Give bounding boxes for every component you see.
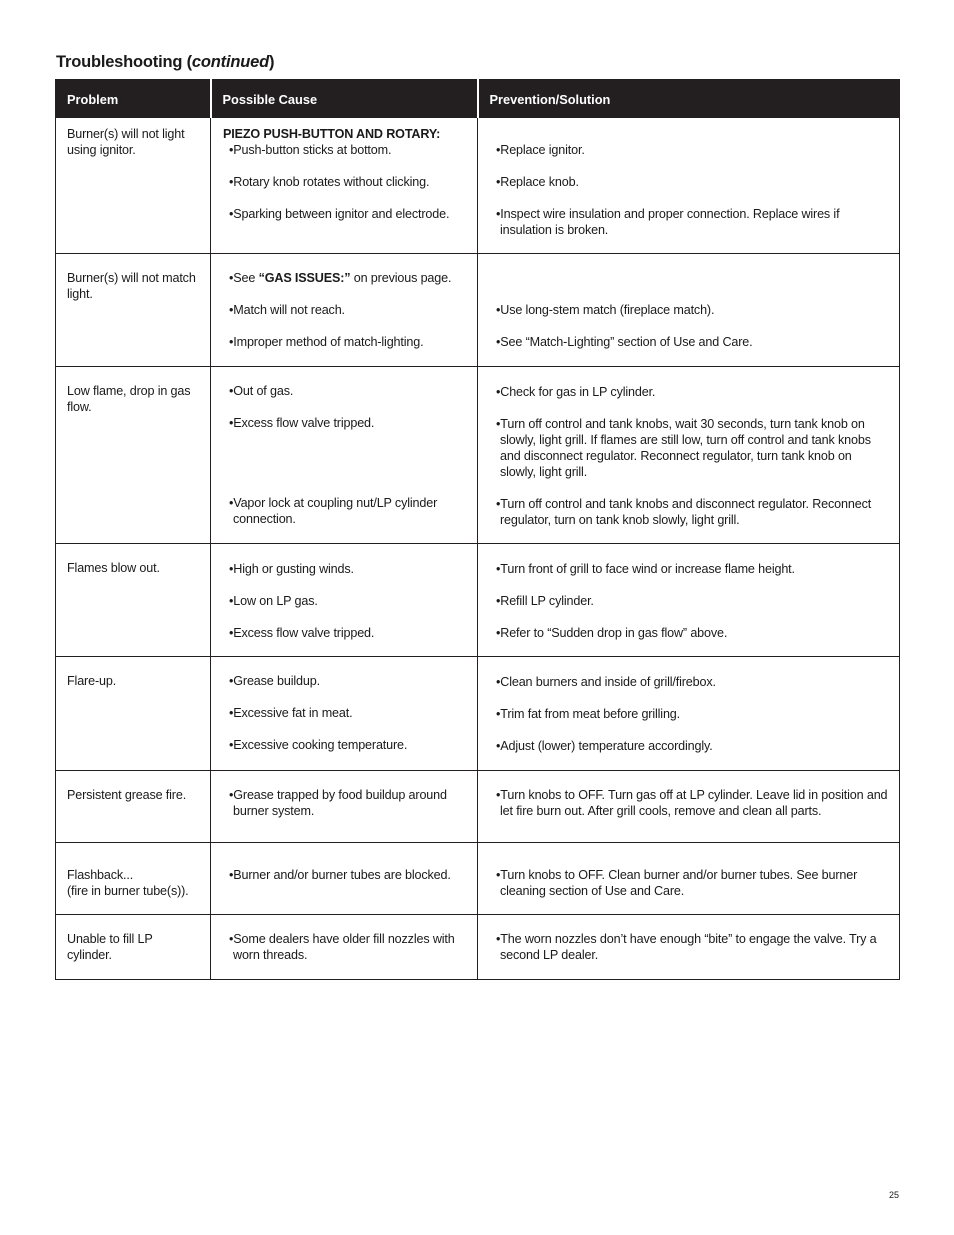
solution-cell [478,657,900,771]
solution-item: •Check for gas in LP cylinder. [496,385,656,399]
page-title [56,53,274,72]
cause-item: •Grease buildup. [229,674,320,688]
table-row [56,367,900,544]
solution-item: •Trim fat from meat before grilling. [496,707,681,721]
table-row [56,544,900,657]
cause-item-gas-issues [223,270,467,286]
cause-item: •Grease trapped by food buildup around burner system. [229,788,447,818]
problem-text: Flames blow out. [67,561,160,575]
problem-text: Burner(s) will not match light. [67,271,196,301]
cause-item: •Excess flow valve tripped. [229,416,375,430]
solution-cell [478,118,900,254]
problem-text-line2: (fire in burner tube(s)). [67,884,189,898]
cause-item: •Low on LP gas. [229,594,318,608]
solution-item: •Turn front of grill to face wind or increase flame height. [496,562,795,576]
cause-item: •Vapor lock at coupling nut/LP cylinder connection. [229,496,438,526]
solution-cell [478,843,900,915]
table-row [56,118,900,254]
solution-item: •Inspect wire insulation and proper connection. Replace wires if insulation is broken. [496,207,840,237]
solution-item: •Clean burners and inside of grill/firebox. [496,675,716,689]
title-italic: continued [191,53,269,71]
header-problem: Problem [56,79,211,118]
cause-suffix: on previous page. [350,271,452,285]
problem-text: Flare-up. [67,674,117,688]
solution-cell [478,254,900,367]
table-row [56,843,900,915]
title-suffix: ) [268,53,275,71]
cause-item: •Burner and/or burner tubes are blocked. [229,868,451,882]
problem-cell [56,915,211,980]
solution-cell [478,367,900,544]
solution-item: •Replace ignitor. [496,143,585,157]
solution-item: •Turn knobs to OFF. Clean burner and/or burner tubes. See burner cleaning section of Use and Care. [496,868,858,898]
problem-cell [56,367,211,544]
cause-item: •Rotary knob rotates without clicking. [229,175,430,189]
problem-cell [56,657,211,771]
cause-cell [211,367,478,544]
solution-item: •See “Match-Lighting” section of Use and Care. [496,335,753,349]
solution-item: •Refill LP cylinder. [496,594,594,608]
cause-cell [211,254,478,367]
problem-cell [56,118,211,254]
cause-bold-ref: “GAS ISSUES:” [258,271,351,285]
solution-item: •Adjust (lower) temperature accordingly. [496,739,713,753]
solution-item: •Refer to “Sudden drop in gas flow” above. [496,626,728,640]
solution-cell [478,771,900,843]
solution-item: •Turn knobs to OFF. Turn gas off at LP cylinder. Leave lid in position and let fire burn out. After grill cools, remove and clean all parts. [496,788,888,818]
cause-item: •Excessive cooking temperature. [229,738,408,752]
header-possible-cause: Possible Cause [211,79,478,118]
cause-cell [211,915,478,980]
solution-item: •Replace knob. [496,175,579,189]
cause-item: •Sparking between ignitor and electrode. [229,207,450,221]
problem-cell [56,254,211,367]
problem-cell [56,544,211,657]
header-prevention-solution: Prevention/Solution [478,79,900,118]
solution-item: •The worn nozzles don’t have enough “bite” to engage the valve. Try a second LP dealer. [496,932,877,962]
solution-item: •Use long-stem match (fireplace match). [496,303,715,317]
cause-item: •High or gusting winds. [229,562,354,576]
cause-item: •Match will not reach. [229,303,345,317]
problem-text: Low flame, drop in gas flow. [67,384,191,414]
cause-item: •Push-button sticks at bottom. [229,143,392,157]
page-number: 25 [889,1190,900,1200]
solution-item: •Turn off control and tank knobs and disconnect regulator. Reconnect regulator, turn on tank knob slowly, light grill. [496,497,872,527]
cause-heading: PIEZO PUSH-BUTTON AND ROTARY: [223,127,441,141]
cause-cell [211,118,478,254]
cause-cell [211,771,478,843]
cause-item: •Improper method of match-lighting. [229,335,424,349]
solution-cell [478,544,900,657]
cause-item: •Some dealers have older fill nozzles with worn threads. [229,932,455,962]
table-row [56,771,900,843]
problem-text: Unable to fill LP cylinder. [67,932,153,962]
table-row [56,254,900,367]
cause-prefix: •See [229,271,259,285]
table-row [56,915,900,980]
table-header-row [56,79,900,118]
cause-cell [211,544,478,657]
cause-cell [211,843,478,915]
table-row [56,657,900,771]
problem-text: Burner(s) will not light using ignitor. [67,127,185,157]
title-prefix: Troubleshooting ( [56,53,192,71]
problem-text: Persistent grease fire. [67,788,187,802]
cause-item: •Excess flow valve tripped. [229,626,375,640]
problem-cell [56,843,211,915]
solution-cell [478,915,900,980]
cause-cell [211,657,478,771]
problem-cell [56,771,211,843]
cause-item: •Excessive fat in meat. [229,706,353,720]
troubleshooting-table [55,79,900,980]
solution-item: •Turn off control and tank knobs, wait 30 seconds, turn tank knob on slowly, light grill. If flames are still low, turn off control and tank knobs and disconnect regulator. Reconnect regulator, turn tank knob on slowly, light grill. [496,417,871,479]
problem-text: Flashback... [67,868,134,882]
cause-item: •Out of gas. [229,384,294,398]
